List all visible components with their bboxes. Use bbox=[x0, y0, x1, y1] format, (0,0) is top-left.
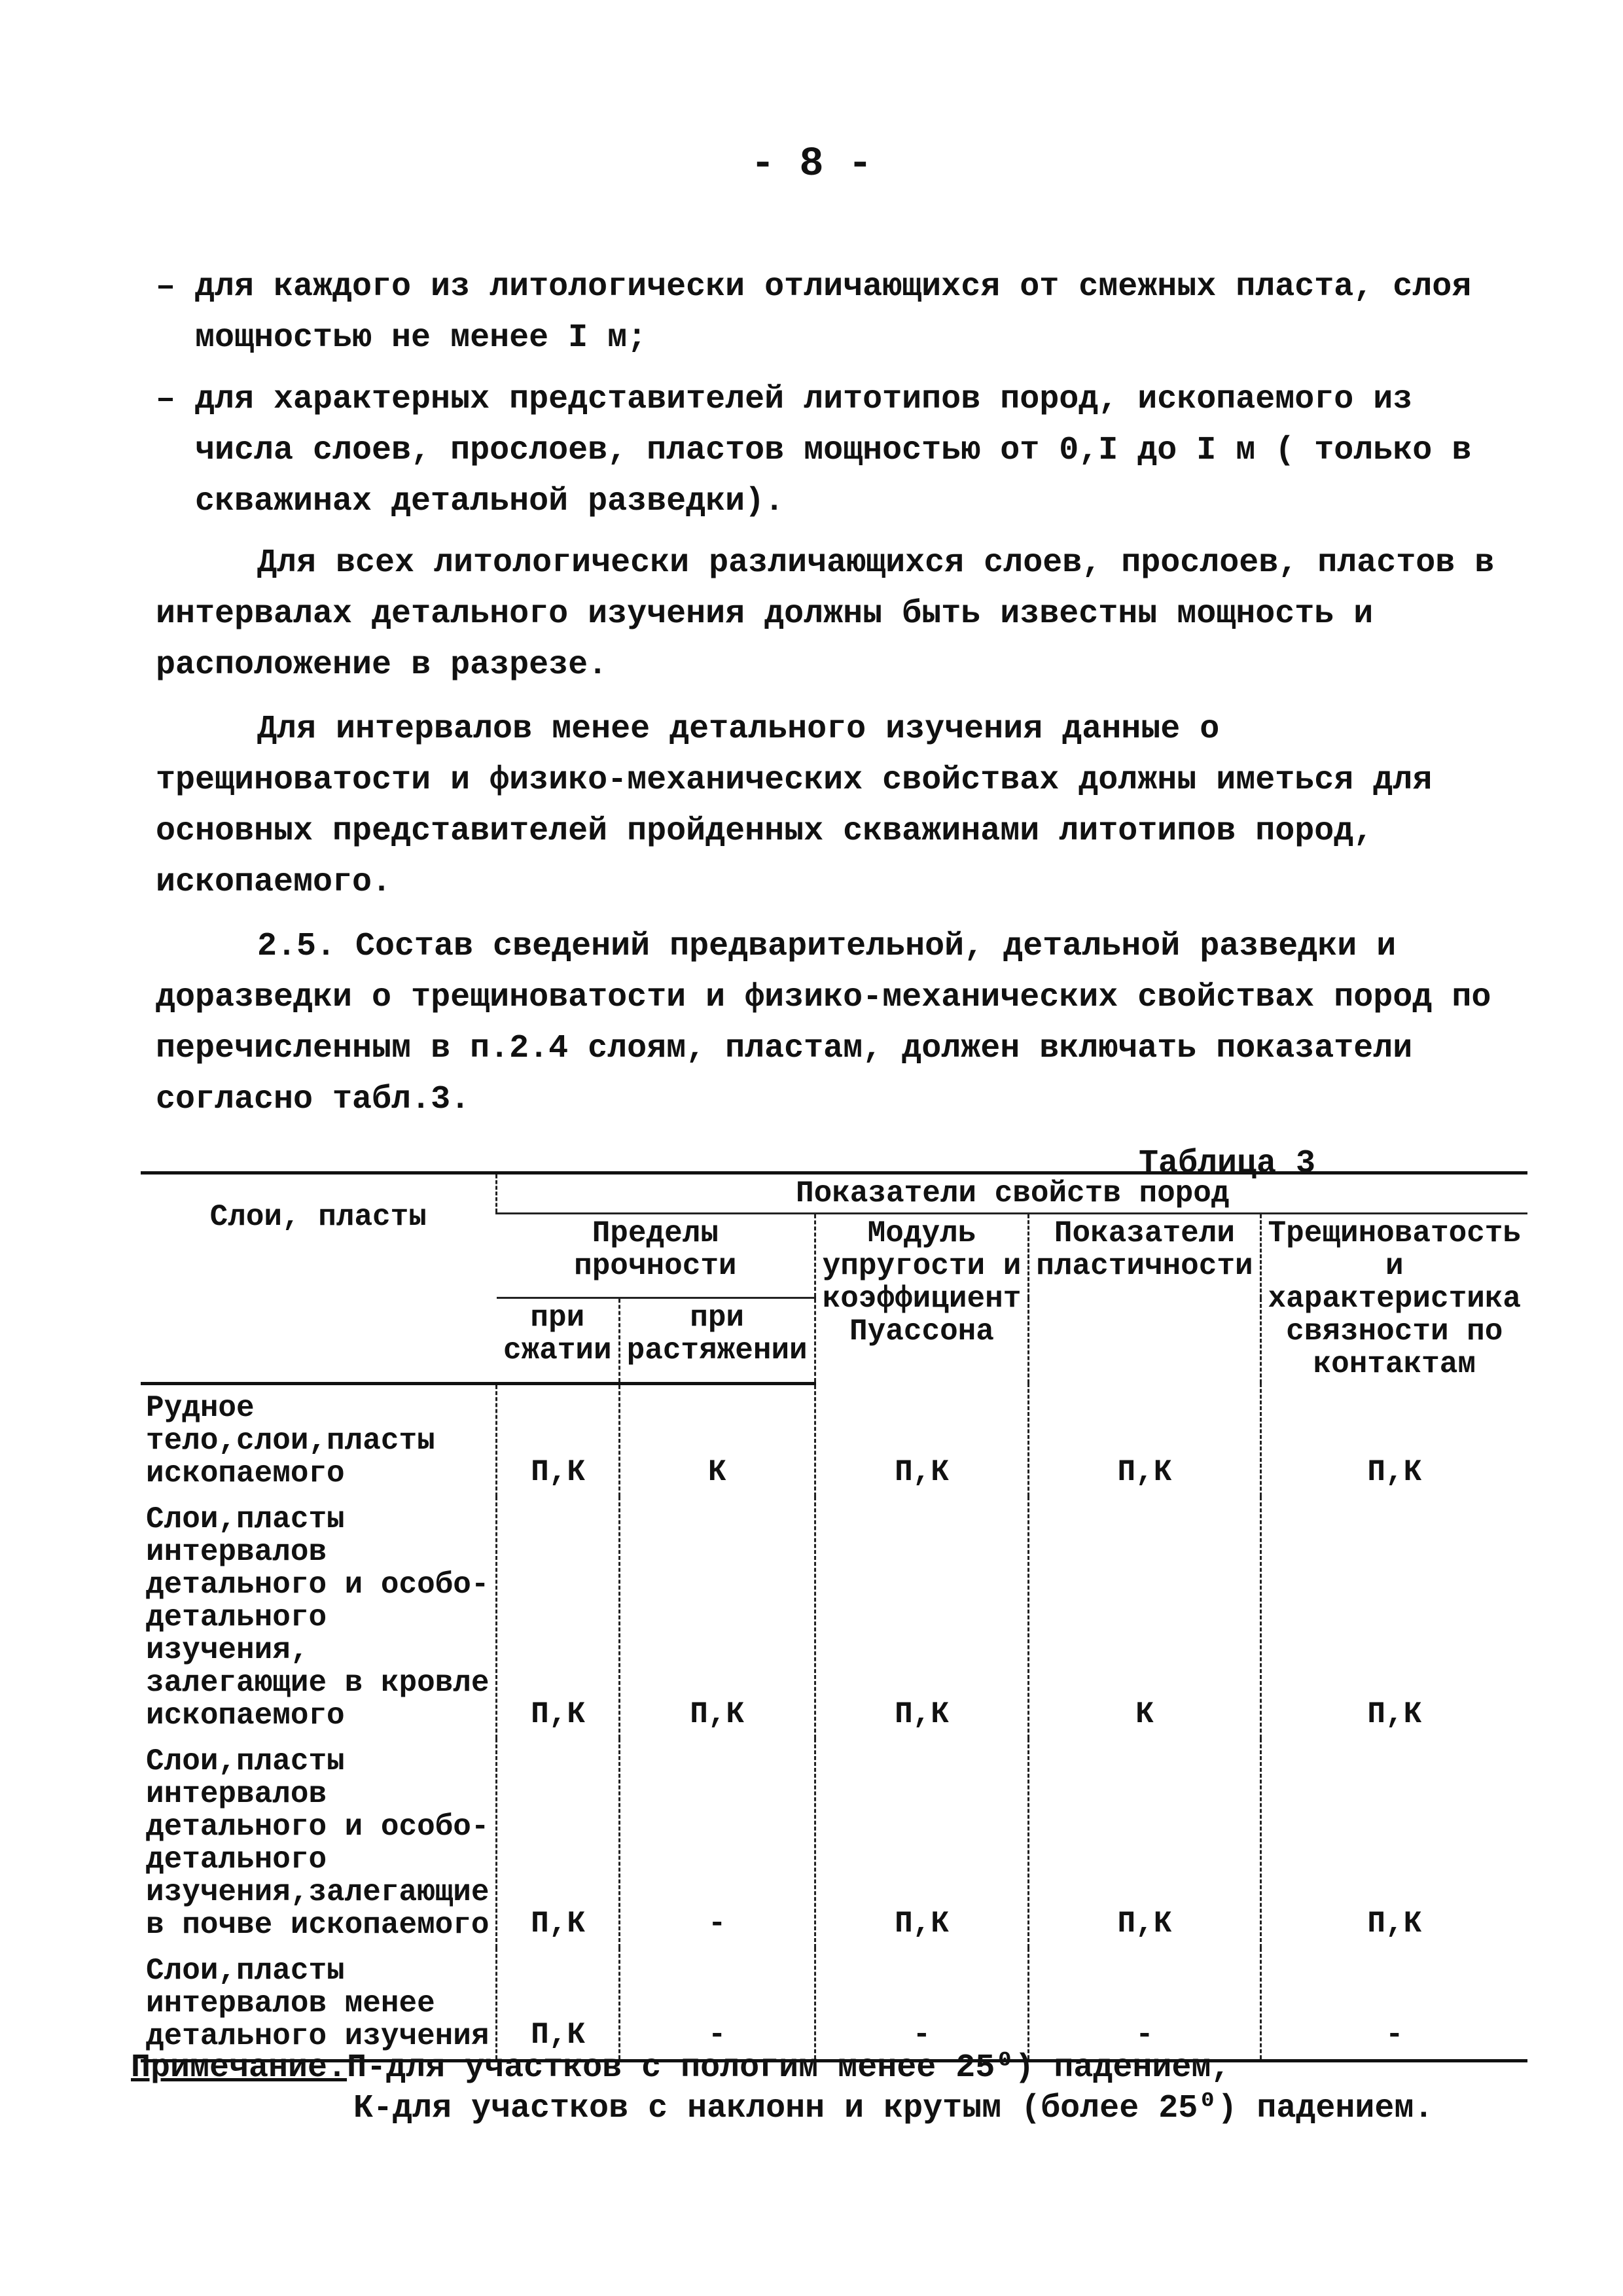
table-cell: - bbox=[619, 1739, 815, 1948]
table-cell: П,К bbox=[619, 1496, 815, 1739]
table-cell: П,К bbox=[1260, 1739, 1527, 1948]
paragraph: Для интервалов менее детального изучения данные о трещиноватости и физико-механических свойствах должны иметься для основных представителей пройденных скважинами литотипов пород, ископаемого. bbox=[156, 711, 1433, 901]
table-cell: П,К bbox=[1029, 1383, 1260, 1496]
table-cell: П,К bbox=[815, 1383, 1029, 1496]
table-cell: П,К bbox=[497, 1496, 619, 1739]
properties-table bbox=[141, 1171, 1527, 2062]
note-text: К-для участков с наклонн и крутым (более 25⁰) падением. bbox=[353, 2090, 1434, 2127]
table-row bbox=[141, 1383, 1527, 1496]
table-cell: - bbox=[1260, 1948, 1527, 2061]
table-cell: П,К bbox=[497, 1739, 619, 1948]
column-header: Показатели пластичности bbox=[1029, 1214, 1260, 1384]
row-header: Слои, пласты bbox=[141, 1173, 497, 1384]
table-cell: П,К bbox=[1260, 1496, 1527, 1739]
table-caption: Таблица 3 bbox=[1138, 1145, 1315, 1182]
note-text: П-для участков с пологим менее 25⁰) падением, bbox=[347, 2049, 1231, 2087]
table-cell: К bbox=[1029, 1496, 1260, 1739]
table-cell: П,К bbox=[497, 1948, 619, 2061]
table-row bbox=[141, 1739, 1527, 1948]
bullet-text: для каждого из литологически отличающихся от смежных пласта, слоя мощностью не менее I м; bbox=[195, 268, 1472, 357]
bullet-dash: – bbox=[156, 268, 176, 306]
table-cell: П,К bbox=[815, 1739, 1029, 1948]
layer-name: Рудное тело,слои,пласты ископаемого bbox=[146, 1390, 435, 1491]
table-cell: П,К bbox=[497, 1383, 619, 1496]
layer-name: Слои,пласты интервалов менее детального изучения bbox=[141, 1948, 497, 2061]
table-row bbox=[141, 1496, 1527, 1739]
bullet-text: для характерных представителей литотипов пород, ископаемого из числа слоев, прослоев, пластов мощностью от 0,I до I м ( только в скважинах детальной разведки). bbox=[195, 381, 1472, 520]
table-cell: П,К bbox=[815, 1496, 1029, 1739]
strength-header: Пределы прочности bbox=[497, 1214, 815, 1298]
bullet-item bbox=[156, 374, 1510, 527]
bullet-item bbox=[156, 262, 1510, 364]
paragraph: 2.5. Состав сведений предварительной, детальной разведки и доразведки о трещиноватости и физико-механических свойствах пород по перечисленным в п.2.4 слоям, пластам, должен включать показатели согласно табл.3. bbox=[156, 928, 1491, 1118]
column-header: Модуль упругости и коэффициент Пуассона bbox=[815, 1214, 1029, 1384]
bullet-dash: – bbox=[156, 381, 176, 418]
body-text bbox=[156, 262, 1510, 1227]
column-header: Трещиноватость и характеристика связности по контактам bbox=[1260, 1214, 1527, 1384]
table-cell: - bbox=[619, 1948, 815, 2061]
table-cell: П,К bbox=[1260, 1383, 1527, 1496]
note-line bbox=[131, 2048, 1538, 2089]
layer-name: Слои,пласты интервалов детального и особо-детального изучения, залегающие в кровле ископаемого bbox=[146, 1502, 490, 1733]
column-header: при сжатии bbox=[497, 1298, 619, 1383]
table-cell: - bbox=[1029, 1948, 1260, 2061]
table-note bbox=[131, 2048, 1538, 2129]
layer-name: Слои,пласты интервалов детального и особо-детального изучения,залегающие в почве ископаемого bbox=[146, 1744, 490, 1942]
group-header: Показатели свойств пород bbox=[497, 1173, 1527, 1214]
table-cell: К bbox=[619, 1383, 815, 1496]
table-row bbox=[141, 1948, 1527, 2061]
paragraph: Для всех литологически различающихся слоев, прослоев, пластов в интервалах детального изучения должны быть известны мощность и расположение в разрезе. bbox=[156, 544, 1495, 684]
table-cell: П,К bbox=[1029, 1739, 1260, 1948]
table-cell: - bbox=[815, 1948, 1029, 2061]
page-number: - 8 - bbox=[750, 141, 873, 187]
note-label: Примечание. bbox=[131, 2049, 348, 2087]
column-header: при растяжении bbox=[619, 1298, 815, 1383]
